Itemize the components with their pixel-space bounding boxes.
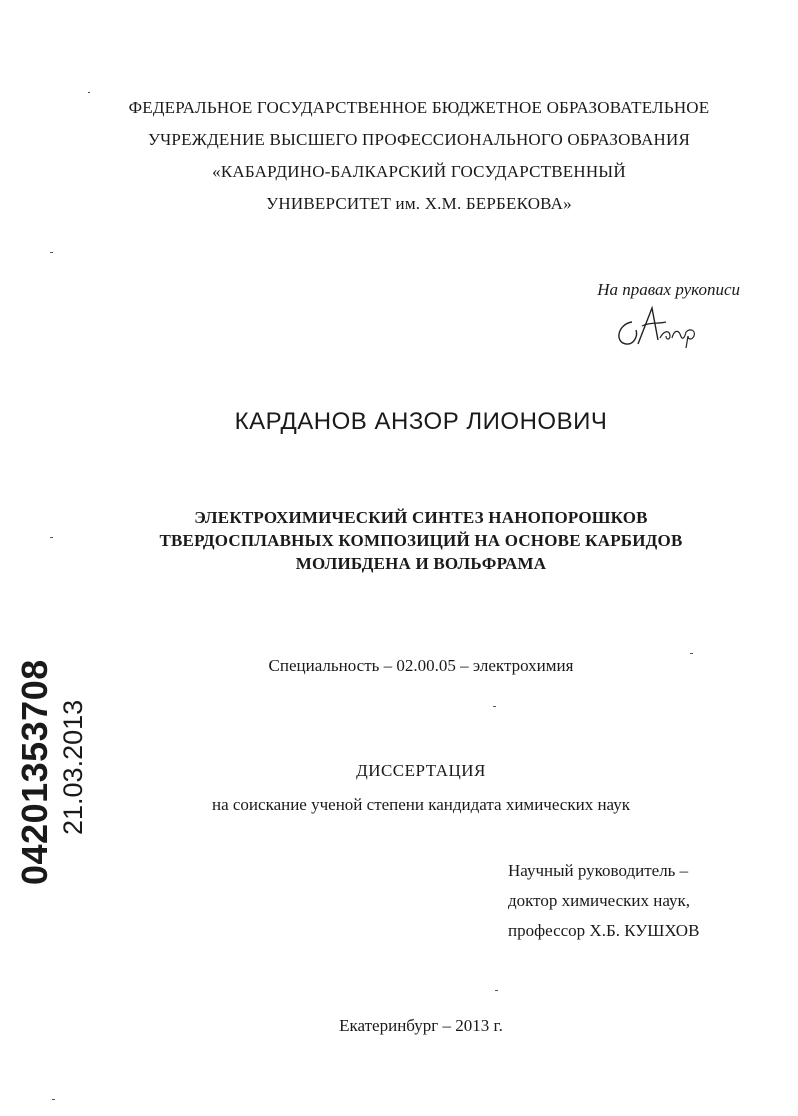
institution-line: УНИВЕРСИТЕТ им. Х.М. БЕРБЕКОВА» [266, 194, 572, 213]
degree-sought: на соискание ученой степени кандидата химических наук [211, 795, 630, 814]
supervisor-line: доктор химических наук, [508, 891, 691, 910]
document-type: ДИССЕРТАЦИЯ [356, 761, 486, 780]
scan-speck [52, 1099, 55, 1100]
supervisor-line: профессор Х.Б. КУШХОВ [508, 921, 700, 940]
handwritten-signature [612, 300, 702, 350]
institution-line: ФЕДЕРАЛЬНОЕ ГОСУДАРСТВЕННОЕ БЮДЖЕТНОЕ ОБРАЗОВАТЕЛЬНОЕ [128, 98, 710, 117]
archive-date: 21.03.2013 [58, 699, 88, 835]
manuscript-rights-note: На правах рукописи [597, 280, 740, 299]
institution-line: УЧРЕЖДЕНИЕ ВЫСШЕГО ПРОФЕССИОНАЛЬНОГО ОБРАЗОВАНИЯ [147, 130, 691, 149]
scan-speck [690, 653, 693, 654]
scan-speck [495, 990, 498, 991]
scan-speck [88, 92, 90, 93]
supervisor-line: Научный руководитель – [508, 861, 689, 880]
city-and-year: Екатеринбург – 2013 г. [339, 1016, 503, 1035]
scan-speck [493, 706, 496, 707]
institution-line: «КАБАРДИНО-БАЛКАРСКИЙ ГОСУДАРСТВЕННЫЙ [212, 162, 626, 181]
dissertation-title [22, 506, 798, 575]
title-line: ЭЛЕКТРОХИМИЧЕСКИЙ СИНТЕЗ НАНОПОРОШКОВ [194, 508, 648, 527]
author-name: КАРДАНОВ АНЗОР ЛИОНОВИЧ [234, 408, 608, 435]
archive-stamp [14, 645, 94, 885]
scan-speck [50, 252, 53, 253]
scientific-supervisor [508, 856, 699, 946]
title-line: ТВЕРДОСПЛАВНЫХ КОМПОЗИЦИЙ НА ОСНОВЕ КАРБИДОВ [159, 531, 683, 550]
institution-header [20, 92, 798, 220]
specialty-code: Специальность – 02.00.05 – электрохимия [268, 656, 574, 675]
title-line: МОЛИБДЕНА И ВОЛЬФРАМА [295, 554, 547, 573]
scan-speck [50, 537, 53, 538]
archive-number: 04201353708 [14, 659, 55, 885]
